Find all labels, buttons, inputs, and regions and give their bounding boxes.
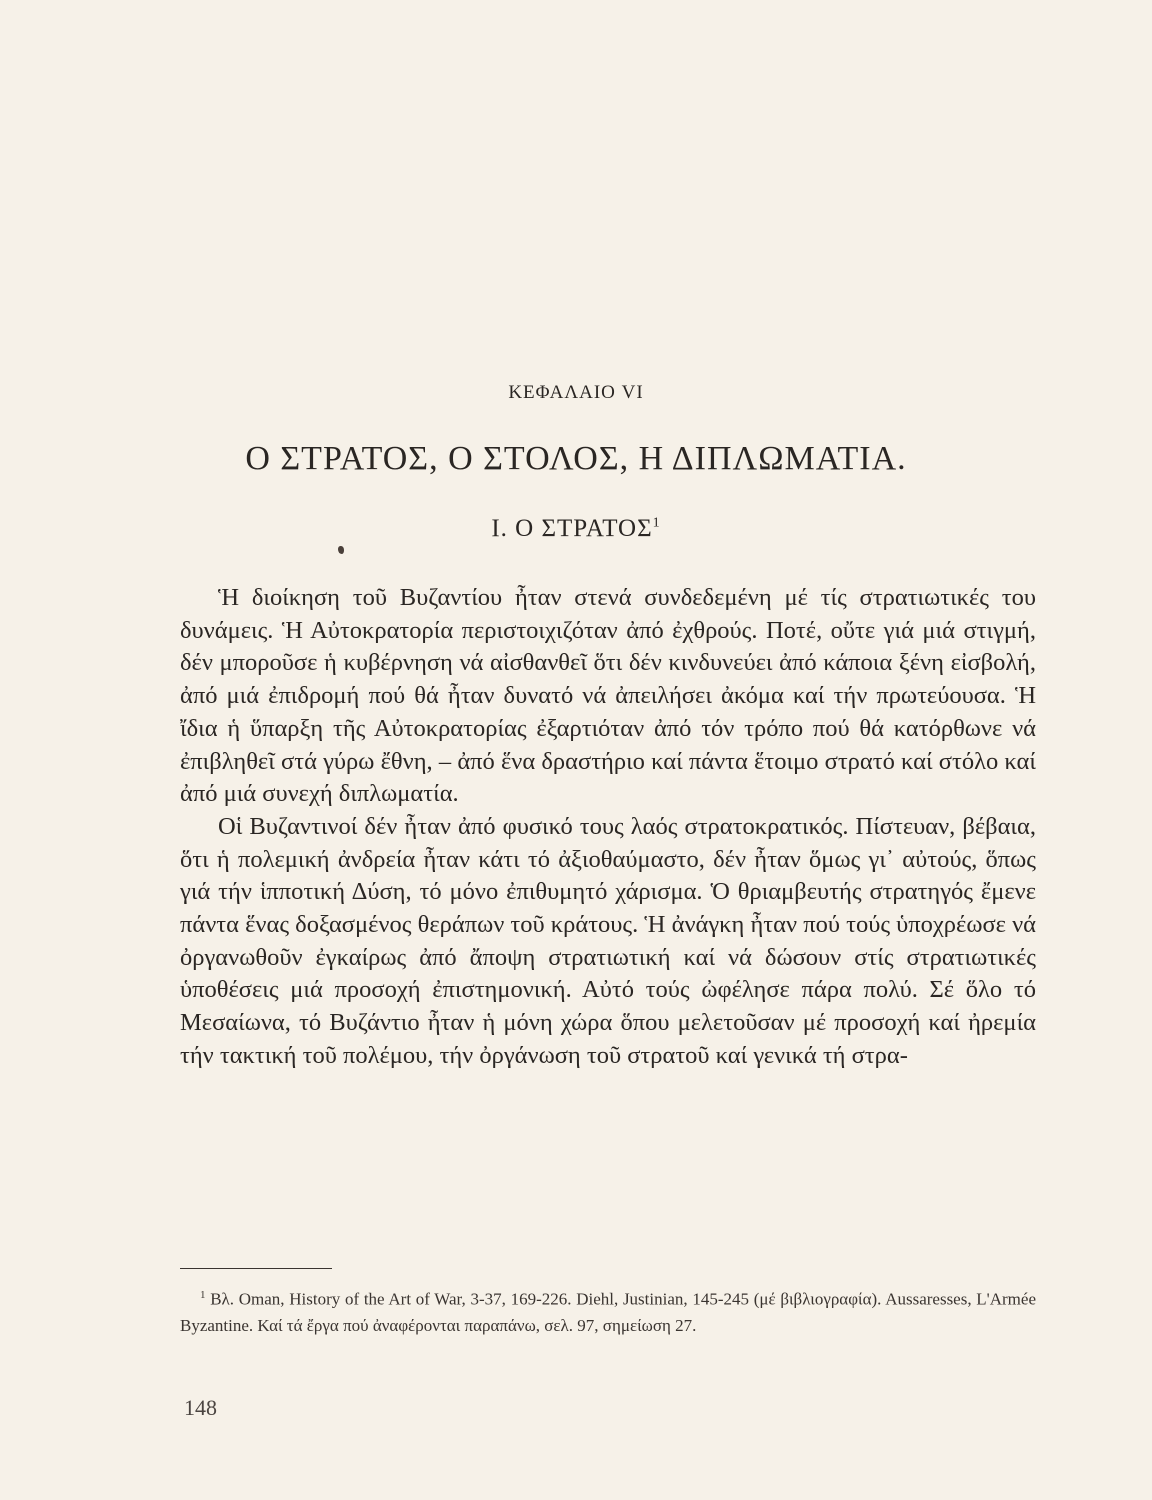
section-title bbox=[0, 515, 1152, 543]
footnote-1 bbox=[180, 1282, 1036, 1339]
chapter-label: ΚΕΦΑΛΑΙΟ VI bbox=[508, 382, 644, 403]
body-text bbox=[180, 582, 1036, 1073]
paragraph-1: Ἡ διοίκηση τοῦ Βυζαντίου ἦταν στενά συνδεδεμένη μέ τίς στρατιωτικές του δυνάμεις. Ἡ Αὐτοκρατορία περιστοιχιζόταν ἀπό ἐχθρούς. Ποτέ, οὔτε γιά μιά στιγμή, δέν μποροῦσε ἡ κυβέρνηση νά αἰσθανθεῖ ὅτι δέν κινδυνεύει ἀπό κάποια ξένη εἰσβολή, ἀπό μιά ἐπιδρομή πού θά ἦταν δυνατό νά ἀπειλήσει ἀκόμα καί τήν πρωτεύουσα. Ἡ ἴδια ἡ ὕπαρξη τῆς Αὐτοκρατορίας ἐξαρτιόταν ἀπό τόν τρόπο πού θά κατόρθωνε νά ἐπιβληθεῖ στά γύρω ἔθνη, – ἀπό ἕνα δραστήριο καί πάντα ἕτοιμο στρατό καί στόλο καί ἀπό μιά συνεχή διπλωματία. bbox=[180, 584, 1036, 808]
footnote-reference: 1 bbox=[652, 515, 661, 531]
page-number: 148 bbox=[184, 1395, 217, 1420]
paragraph-2: Οἱ Βυζαντινοί δέν ἦταν ἀπό φυσικό τους λαός στρατοκρατικός. Πίστευαν, βέβαια, ὅτι ἡ πολεμική ἀνδρεία ἦταν κάτι τό ἀξιοθαύμαστο, δέν ἦταν ὅμως γι᾽ αὐτούς, ὅπως γιά τήν ἱπποτική Δύση, τό μόνο ἐπιθυμητό χάρισμα. Ὁ θριαμβευτής στρατηγός ἔμενε πάντα ἕνας δοξασμένος θεράπων τοῦ κράτους. Ἡ ἀνάγκη ἦταν πού τούς ὑποχρέωσε νά ὀργανωθοῦν ἐγκαίρως ἀπό ἄποψη στρατιωτική καί νά δώσουν στίς στρατιωτικές ὑποθέσεις μιά προσοχή ἐπιστημονική. Αὐτό τούς ὠφέλησε πάρα πολύ. Σέ ὅλο τό Μεσαίωνα, τό Βυζάντιο ἦταν ἡ μόνη χώρα ὅπου μελετοῦσαν μέ προσοχή καί ἠρεμία τήν τακτική τοῦ πολέμου, τήν ὀργάνωση τοῦ στρατοῦ καί γενικά τή στρα- bbox=[180, 812, 1036, 1069]
chapter-title: Ο ΣΤΡΑΤΟΣ, Ο ΣΤΟΛΟΣ, Η ΔΙΠΛΩΜΑΤΙΑ. bbox=[245, 440, 907, 477]
footnote-text: Βλ. Oman, History of the Art of War, 3-37, 169-226. Diehl, Justinian, 145-245 (μέ βιβλιογραφία). Aussaresses, L'Armée Byzantine. Καί τά ἔργα πού ἀναφέρονται παραπάνω, σελ. 97, σημείωση 27. bbox=[180, 1289, 1036, 1335]
ink-speck bbox=[338, 546, 344, 554]
footnote-divider bbox=[180, 1268, 332, 1269]
footnote-marker: 1 bbox=[200, 1289, 206, 1301]
footnotes bbox=[180, 1282, 1036, 1339]
section-title-text: Ι. Ο ΣΤΡΑΤΟΣ bbox=[491, 515, 653, 542]
